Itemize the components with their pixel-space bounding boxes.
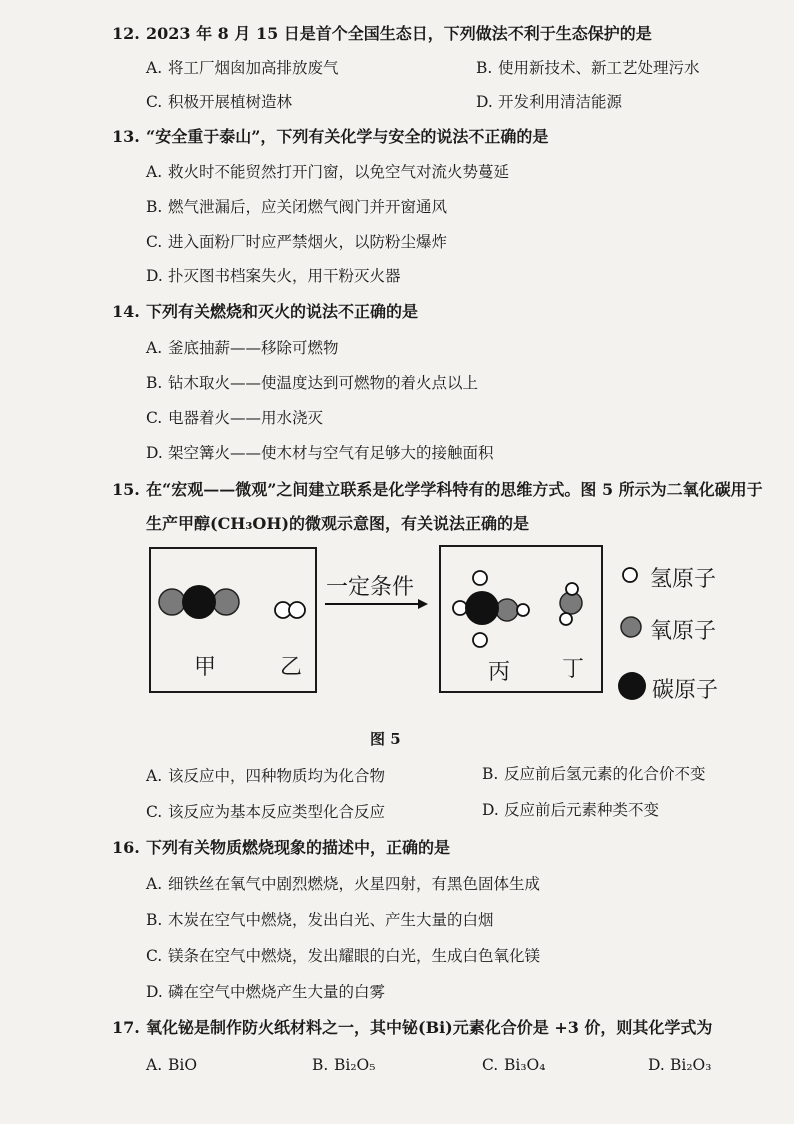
option-letter: B.: [482, 765, 499, 783]
question-number: 14.: [112, 302, 140, 321]
option-letter: A.: [146, 767, 163, 785]
option-15-a: [146, 766, 385, 786]
option-text: 进入面粉厂时应严禁烟火，以防粉尘爆炸: [168, 233, 448, 251]
option-letter: B.: [146, 374, 163, 392]
option-17-a: [146, 1055, 197, 1075]
carbon-atom: [182, 585, 216, 619]
option-15-d: [482, 800, 659, 820]
option-text: Bi₂O₅: [334, 1056, 376, 1074]
option-text: 钻木取火——使温度达到可燃物的着火点以上: [168, 374, 479, 392]
option-text: 将工厂烟囱加高排放废气: [168, 59, 339, 77]
hydrogen-atom: [289, 602, 305, 618]
option-letter: D.: [648, 1056, 665, 1074]
option-17-c: [482, 1055, 545, 1075]
question-number: 17.: [112, 1018, 140, 1037]
option-letter: C.: [146, 93, 163, 111]
hydrogen-atom: [453, 601, 467, 615]
question-number: 13.: [112, 127, 140, 146]
label-yi: 乙: [280, 655, 303, 680]
option-letter: D.: [146, 444, 163, 462]
option-letter: A.: [146, 875, 163, 893]
option-letter: C.: [146, 947, 163, 965]
option-15-c: [146, 802, 385, 822]
option-letter: A.: [146, 59, 163, 77]
option-letter: D.: [482, 801, 499, 819]
question-text: “安全重于泰山”，下列有关化学与安全的说法不正确的是: [146, 127, 549, 146]
option-text: 救火时不能贸然打开门窗，以免空气对流火势蔓延: [168, 163, 510, 181]
oxygen-atom: [213, 589, 239, 615]
option-letter: B.: [476, 59, 493, 77]
option-text: 架空篝火——使木材与空气有足够大的接触面积: [168, 444, 494, 462]
option-text: 细铁丝在氧气中剧烈燃烧，火星四射，有黑色固体生成: [168, 875, 541, 893]
option-text: 磷在空气中燃烧产生大量的白雾: [168, 983, 386, 1001]
option-text: 燃气泄漏后，应关闭燃气阀门并开窗通风: [168, 198, 448, 216]
option-letter: A.: [146, 163, 163, 181]
hydrogen-atom: [560, 613, 572, 625]
label-jia: 甲: [194, 655, 217, 680]
legend-oxygen-icon: [621, 617, 641, 637]
option-letter: D.: [476, 93, 493, 111]
option-letter: D.: [146, 983, 163, 1001]
option-text: 该反应为基本反应类型化合反应: [168, 803, 386, 821]
option-text: 积极开展植树造林: [168, 93, 293, 111]
option-letter: B.: [312, 1056, 329, 1074]
option-text: 镁条在空气中燃烧，发出耀眼的白光，生成白色氧化镁: [168, 947, 541, 965]
question-number: 16.: [112, 838, 140, 857]
question-16-stem: [112, 838, 450, 858]
legend-hydrogen-icon: [623, 568, 637, 582]
question-text: 2023 年 8 月 15 日是首个全国生态日，下列做法不利于生态保护的是: [146, 24, 652, 43]
option-text: BiO: [168, 1056, 198, 1074]
option-16-c: [146, 946, 540, 966]
question-text: 下列有关物质燃烧现象的描述中，正确的是: [146, 838, 451, 857]
hydrogen-atom: [473, 571, 487, 585]
option-16-d: [146, 982, 385, 1002]
reaction-arrowhead: [418, 599, 428, 609]
legend-oxygen-label: 氧原子: [650, 619, 717, 644]
option-letter: D.: [146, 267, 163, 285]
legend-carbon-icon: [618, 672, 646, 700]
option-text: 使用新技术、新工艺处理污水: [498, 59, 700, 77]
option-letter: C.: [146, 409, 163, 427]
option-text: 釜底抽薪——移除可燃物: [168, 339, 339, 357]
option-text: 开发利用清洁能源: [498, 93, 623, 111]
option-letter: C.: [482, 1056, 499, 1074]
figure-caption: 图 5: [370, 730, 401, 748]
label-ding: 丁: [562, 657, 585, 682]
option-text: 该反应中，四种物质均为化合物: [168, 767, 386, 785]
option-letter: A.: [146, 339, 163, 357]
hydrogen-atom: [517, 604, 529, 616]
option-17-d: [648, 1055, 711, 1075]
carbon-atom: [465, 591, 499, 625]
option-text: 电器着火——用水浇灭: [168, 409, 324, 427]
option-text: 木炭在空气中燃烧，发出白光、产生大量的白烟: [168, 911, 494, 929]
option-text: 反应前后元素种类不变: [504, 801, 660, 819]
option-letter: C.: [146, 233, 163, 251]
question-text: 氧化铋是制作防火纸材料之一，其中铋(Bi)元素化合价是 +3 价，则其化学式为: [146, 1018, 713, 1037]
hydrogen-atom: [566, 583, 578, 595]
oxygen-atom: [496, 599, 518, 621]
hydrogen-atom: [473, 633, 487, 647]
question-text-continued: 生产甲醇(CH₃OH)的微观示意图，有关说法正确的是: [146, 514, 530, 533]
arrow-condition-label: 一定条件: [326, 575, 415, 600]
legend-carbon-label: 碳原子: [652, 678, 719, 703]
option-text: 反应前后氢元素的化合价不变: [504, 765, 706, 783]
question-17-stem: [112, 1018, 712, 1038]
question-text: 在“宏观——微观”之间建立联系是化学学科特有的思维方式。图 5 所示为二氧化碳用于: [146, 480, 763, 499]
question-number: 15.: [112, 480, 140, 499]
question-text: 下列有关燃烧和灭火的说法不正确的是: [146, 302, 419, 321]
option-16-a: [146, 874, 540, 894]
option-text: 扑灭图书档案失火，用干粉灭火器: [168, 267, 401, 285]
option-letter: A.: [146, 1056, 163, 1074]
option-17-b: [312, 1055, 375, 1075]
option-text: Bi₃O₄: [504, 1056, 546, 1074]
oxygen-atom: [159, 589, 185, 615]
legend-hydrogen-label: 氢原子: [650, 567, 717, 592]
option-text: Bi₂O₃: [670, 1056, 712, 1074]
option-15-b: [482, 764, 706, 784]
option-letter: C.: [146, 803, 163, 821]
label-bing: 丙: [488, 660, 511, 685]
question-number: 12.: [112, 24, 140, 43]
option-letter: B.: [146, 198, 163, 216]
option-letter: B.: [146, 911, 163, 929]
option-16-b: [146, 910, 494, 930]
